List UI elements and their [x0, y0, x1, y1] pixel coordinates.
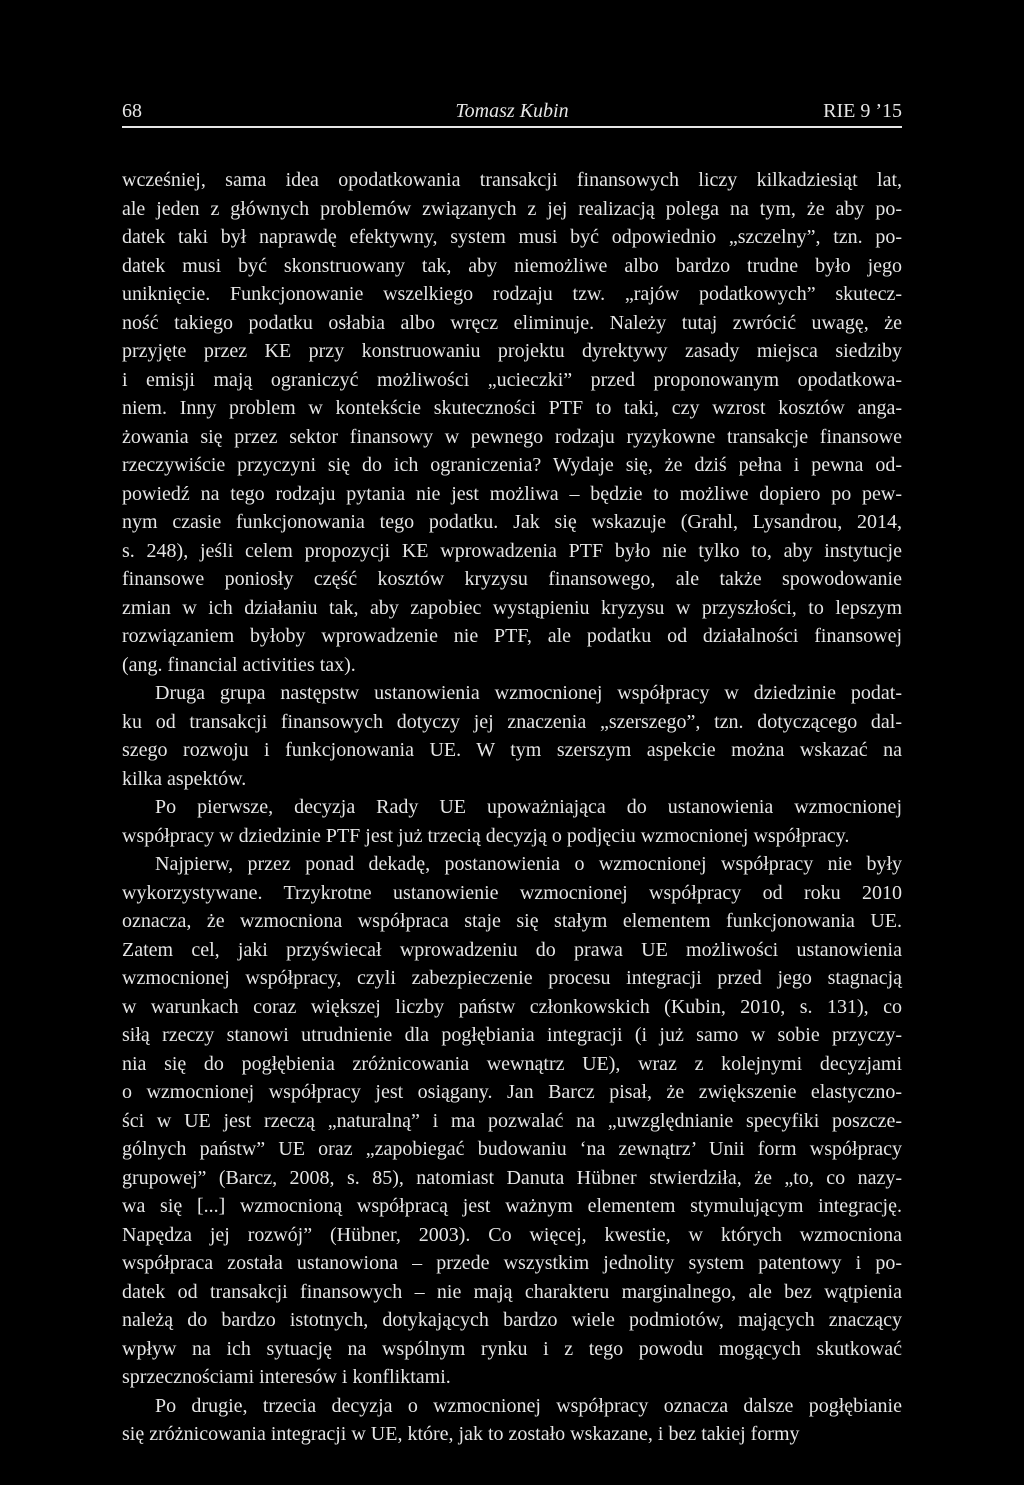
text-line: wykorzystywane. Trzykrotne ustanowienie wzmocnionej współpracy od roku 2010 [122, 881, 902, 904]
text-line: przyjęte przez KE przy konstruowaniu projektu dyrektywy zasady miejsca siedziby [122, 340, 902, 362]
paragraph [122, 793, 902, 850]
text-line: szego rozwoju i funkcjonowania UE. W tym szerszym aspekcie można wskazać na [122, 739, 902, 761]
text-line: zmian w ich działaniu tak, aby zapobiec wystąpieniu kryzysu w przyszłości, to lepszym [122, 596, 902, 619]
text-line: ku od transakcji finansowych dotyczy jej znaczenia „szerszego”, tzn. dotyczącego dal- [122, 710, 902, 733]
text-line: w warunkach coraz większej liczby państw członkowskich (Kubin, 2010, s. 131), co [122, 995, 902, 1018]
header-rule [122, 126, 902, 128]
text-line: ność takiego podatku osłabia albo wręcz eliminuje. Należy tutaj zwrócić uwagę, że [122, 311, 902, 334]
text-line: grupowej” (Barcz, 2008, s. 85), natomiast Danuta Hübner stwierdziła, że „to, co nazy- [122, 1166, 902, 1189]
page-number: 68 [122, 100, 142, 122]
text-line: kilka aspektów. [122, 767, 247, 790]
text-line: rozwiązaniem byłoby wprowadzenie nie PTF, ale podatku od działalności finansowej [122, 625, 902, 647]
text-line: finansowe poniosły część kosztów kryzysu finansowego, ale także spowodowanie [122, 568, 902, 590]
text-line: należą do bardzo istotnych, dotykających bardzo wiele podmiotów, mających znaczący [122, 1309, 902, 1331]
text-line: datek taki był naprawdę efektywny, system musi być odpowiednio „szczelny”, tzn. po- [122, 226, 902, 248]
text-line: współpraca została ustanowiona – przede wszystkim jednolity system patentowy i po- [122, 1252, 902, 1274]
text-line: się zróżnicowania integracji w UE, które, jak to zostało wskazane, i bez takiej formy [122, 1423, 800, 1445]
text-line: i emisji mają ograniczyć możliwości „ucieczki” przed proponowanym opodatkowa- [122, 368, 902, 391]
text-line: Najpierw, przez ponad dekadę, postanowienia o wzmocnionej współpracy nie były [155, 853, 902, 875]
journal-issue: RIE 9 ’15 [823, 100, 902, 122]
running-author: Tomasz Kubin [455, 100, 569, 122]
text-line: wcześniej, sama idea opodatkowania transakcji finansowych liczy kilkadziesiąt lat, [122, 169, 902, 191]
text-line: niem. Inny problem w kontekście skuteczności PTF to taki, czy wzrost kosztów anga- [122, 397, 902, 419]
text-line: Po drugie, trzecia decyzja o wzmocnionej współpracy oznacza dalsze pogłębianie [155, 1394, 902, 1417]
text-line: datek od transakcji finansowych – nie mają charakteru marginalnego, ale bez wątpienia [122, 1280, 902, 1303]
text-line: s. 248), jeśli celem propozycji KE wprowadzenia PTF było nie tylko to, aby instytucje [122, 539, 902, 562]
text-line: wa się [...] wzmocnioną współpracą jest ważnym elementem stymulującym integrację. [122, 1195, 902, 1217]
text-line: rzeczywiście przyczyni się do ich ograniczenia? Wydaje się, że dziś pełna i pewna od- [122, 454, 902, 476]
text-line: nia się do pogłębienia zróżnicowania wewnątrz UE), wraz z kolejnymi decyzjami [122, 1052, 902, 1075]
text-line: oznacza, że wzmocniona współpraca staje się stałym elementem funkcjonowania UE. [122, 910, 902, 932]
text-line: Napędza jej rozwój” (Hübner, 2003). Co więcej, kwestie, w których wzmocniona [122, 1223, 902, 1246]
text-line: Po pierwsze, decyzja Rady UE upoważniająca do ustanowienia wzmocnionej [155, 796, 902, 818]
body-text [122, 166, 902, 1449]
paragraph [122, 166, 902, 679]
text-line: nym czasie funkcjonowania tego podatku. Jak się wskazuje (Grahl, Lysandrou, 2014, [122, 511, 902, 533]
text-line: ści w UE jest rzeczą „naturalną” i ma pozwalać na „uwzględnianie specyfiki poszcze- [122, 1109, 902, 1132]
text-line: (ang. financial activities tax). [122, 653, 356, 676]
paragraph [122, 1392, 902, 1449]
text-line: ale jeden z głównych problemów związanych z jej realizacją polega na tym, że aby po- [122, 197, 902, 220]
text-line: datek musi być skonstruowany tak, aby niemożliwe albo bardzo trudne było jego [122, 254, 902, 277]
text-line: współpracy w dziedzinie PTF jest już trzecią decyzją o podjęciu wzmocnionej współpracy. [122, 824, 850, 847]
paragraph [122, 679, 902, 793]
text-line: uniknięcie. Funkcjonowanie wszelkiego rodzaju tzw. „rajów podatkowych” skutecz- [122, 283, 902, 305]
text-line: o wzmocnionej współpracy jest osiągany. Jan Barcz pisał, że zwiększenie elastyczno- [122, 1081, 902, 1103]
text-line: wpływ na ich sytuację na wspólnym rynku i z tego powodu mogących skutkować [122, 1337, 902, 1360]
text-line: powiedź na tego rodzaju pytania nie jest możliwa – będzie to możliwe dopiero po pew- [122, 482, 902, 505]
text-line: siłą rzeczy stanowi utrudnienie dla pogłębiania integracji (i już samo w sobie przyczy- [122, 1024, 902, 1046]
text-line: Druga grupa następstw ustanowienia wzmocnionej współpracy w dziedzinie podat- [155, 682, 902, 704]
text-line: gólnych państw” UE oraz „zapobiegać budowaniu ‘na zewnątrz’ Unii form współpracy [122, 1138, 902, 1160]
text-line: wzmocnionej współpracy, czyli zabezpieczenie procesu integracji przed jego stagnacją [122, 967, 902, 989]
text-line: sprzecznościami interesów i konfliktami. [122, 1366, 451, 1388]
text-line: Zatem cel, jaki przyświecał wprowadzeniu do prawa UE możliwości ustanowienia [122, 938, 902, 961]
paragraph [122, 850, 902, 1392]
text-line: żowania się przez sektor finansowy w pewnego rodzaju ryzykowne transakcje finansowe [122, 425, 902, 448]
